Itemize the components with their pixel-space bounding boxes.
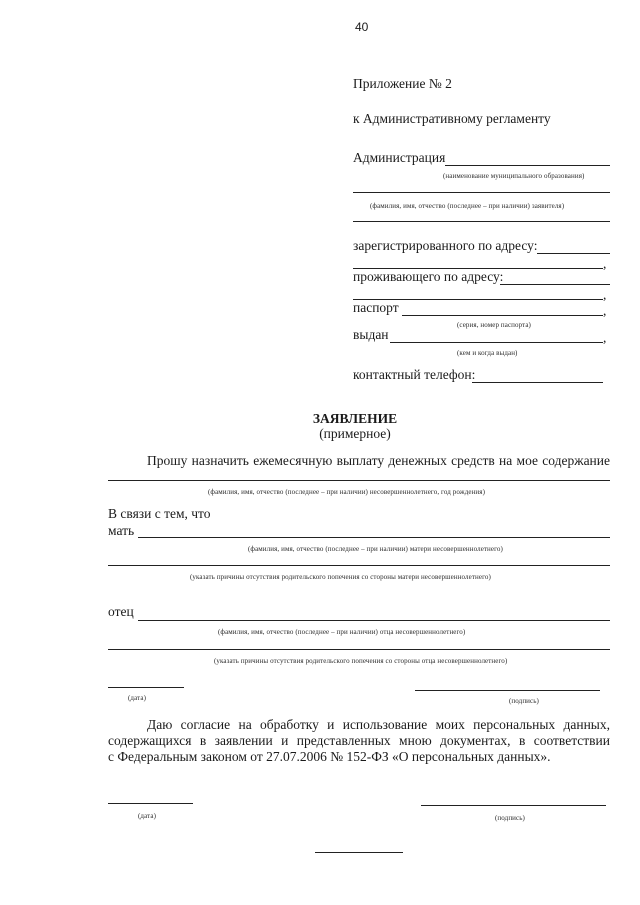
request-text: Прошу назначить ежемесячную выплату денежных средств на мое содержание: [147, 453, 610, 468]
statement-subtitle: (примерное): [319, 426, 391, 441]
applicant-name-field-2[interactable]: [353, 221, 610, 222]
administration-label: Администрация: [353, 150, 446, 165]
passport-caption: (серия, номер паспорта): [457, 321, 531, 329]
consent-signature-caption: (подпись): [495, 814, 525, 822]
living-label: проживающего по адресу:: [353, 269, 504, 284]
signature-field[interactable]: [415, 690, 600, 691]
appendix-title: Приложение № 2: [353, 76, 452, 91]
comma: ,: [603, 303, 607, 318]
consent-line-1: Даю согласие на обработку и использование моих персональных данных,: [147, 717, 610, 732]
signature-caption: (подпись): [509, 697, 539, 705]
minor-caption: (фамилия, имя, отчество (последнее – при наличии) несовершеннолетнего, год рождения): [208, 488, 486, 496]
consent-date-field[interactable]: [108, 803, 193, 804]
mother-caption: (фамилия, имя, отчество (последнее – при наличии) матери несовершеннолетнего): [248, 545, 503, 553]
applicant-name-field[interactable]: [353, 192, 610, 193]
issued-label: выдан: [353, 327, 389, 342]
appendix-subtitle: к Административному регламенту: [353, 111, 551, 126]
consent-signature-field[interactable]: [421, 805, 606, 806]
living-address-field[interactable]: [500, 284, 610, 285]
issued-caption: (кем и когда выдан): [457, 349, 518, 357]
comma: ,: [603, 287, 607, 302]
father-name-field[interactable]: [138, 620, 610, 621]
issued-field[interactable]: [390, 342, 603, 343]
phone-field[interactable]: [472, 382, 603, 383]
page-number: 40: [355, 20, 369, 34]
minor-name-field[interactable]: [108, 480, 610, 481]
applicant-caption: (фамилия, имя, отчество (последнее – при наличии) заявителя): [370, 202, 565, 210]
date-caption: (дата): [128, 694, 147, 702]
statement-title: ЗАЯВЛЕНИЕ: [312, 411, 398, 426]
consent-line-2: содержащихся в заявлении и представленных мною документах, в соответствии: [108, 733, 610, 748]
consent-date-caption: (дата): [138, 812, 157, 820]
passport-label: паспорт: [353, 300, 399, 315]
passport-field[interactable]: [402, 315, 603, 316]
registered-label: зарегистрированного по адресу:: [353, 238, 538, 253]
father-reason-caption: (указать причины отсутствия родительского попечения со стороны отца несовершеннолетнего): [214, 657, 508, 665]
date-field[interactable]: [108, 687, 184, 688]
in-connection-label: В связи с тем, что: [108, 506, 211, 521]
comma: ,: [603, 256, 607, 271]
father-reason-field[interactable]: [108, 649, 610, 650]
mother-reason-field[interactable]: [108, 565, 610, 566]
mother-name-field[interactable]: [138, 537, 610, 538]
registered-address-field[interactable]: [537, 253, 610, 254]
administration-field[interactable]: [445, 165, 610, 166]
father-caption: (фамилия, имя, отчество (последнее – при наличии) отца несовершеннолетнего): [218, 628, 466, 636]
consent-line-3: с Федеральным законом от 27.07.2006 № 152-ФЗ «О персональных данных».: [108, 749, 551, 764]
comma: ,: [603, 330, 607, 345]
mother-reason-caption: (указать причины отсутствия родительского попечения со стороны матери несовершеннолетнего): [190, 573, 491, 581]
father-label: отец: [108, 604, 134, 619]
municipality-caption: (наименование муниципального образования): [443, 172, 585, 180]
closing-divider: [315, 852, 403, 853]
mother-label: мать: [108, 523, 135, 538]
phone-label: контактный телефон:: [353, 367, 476, 382]
